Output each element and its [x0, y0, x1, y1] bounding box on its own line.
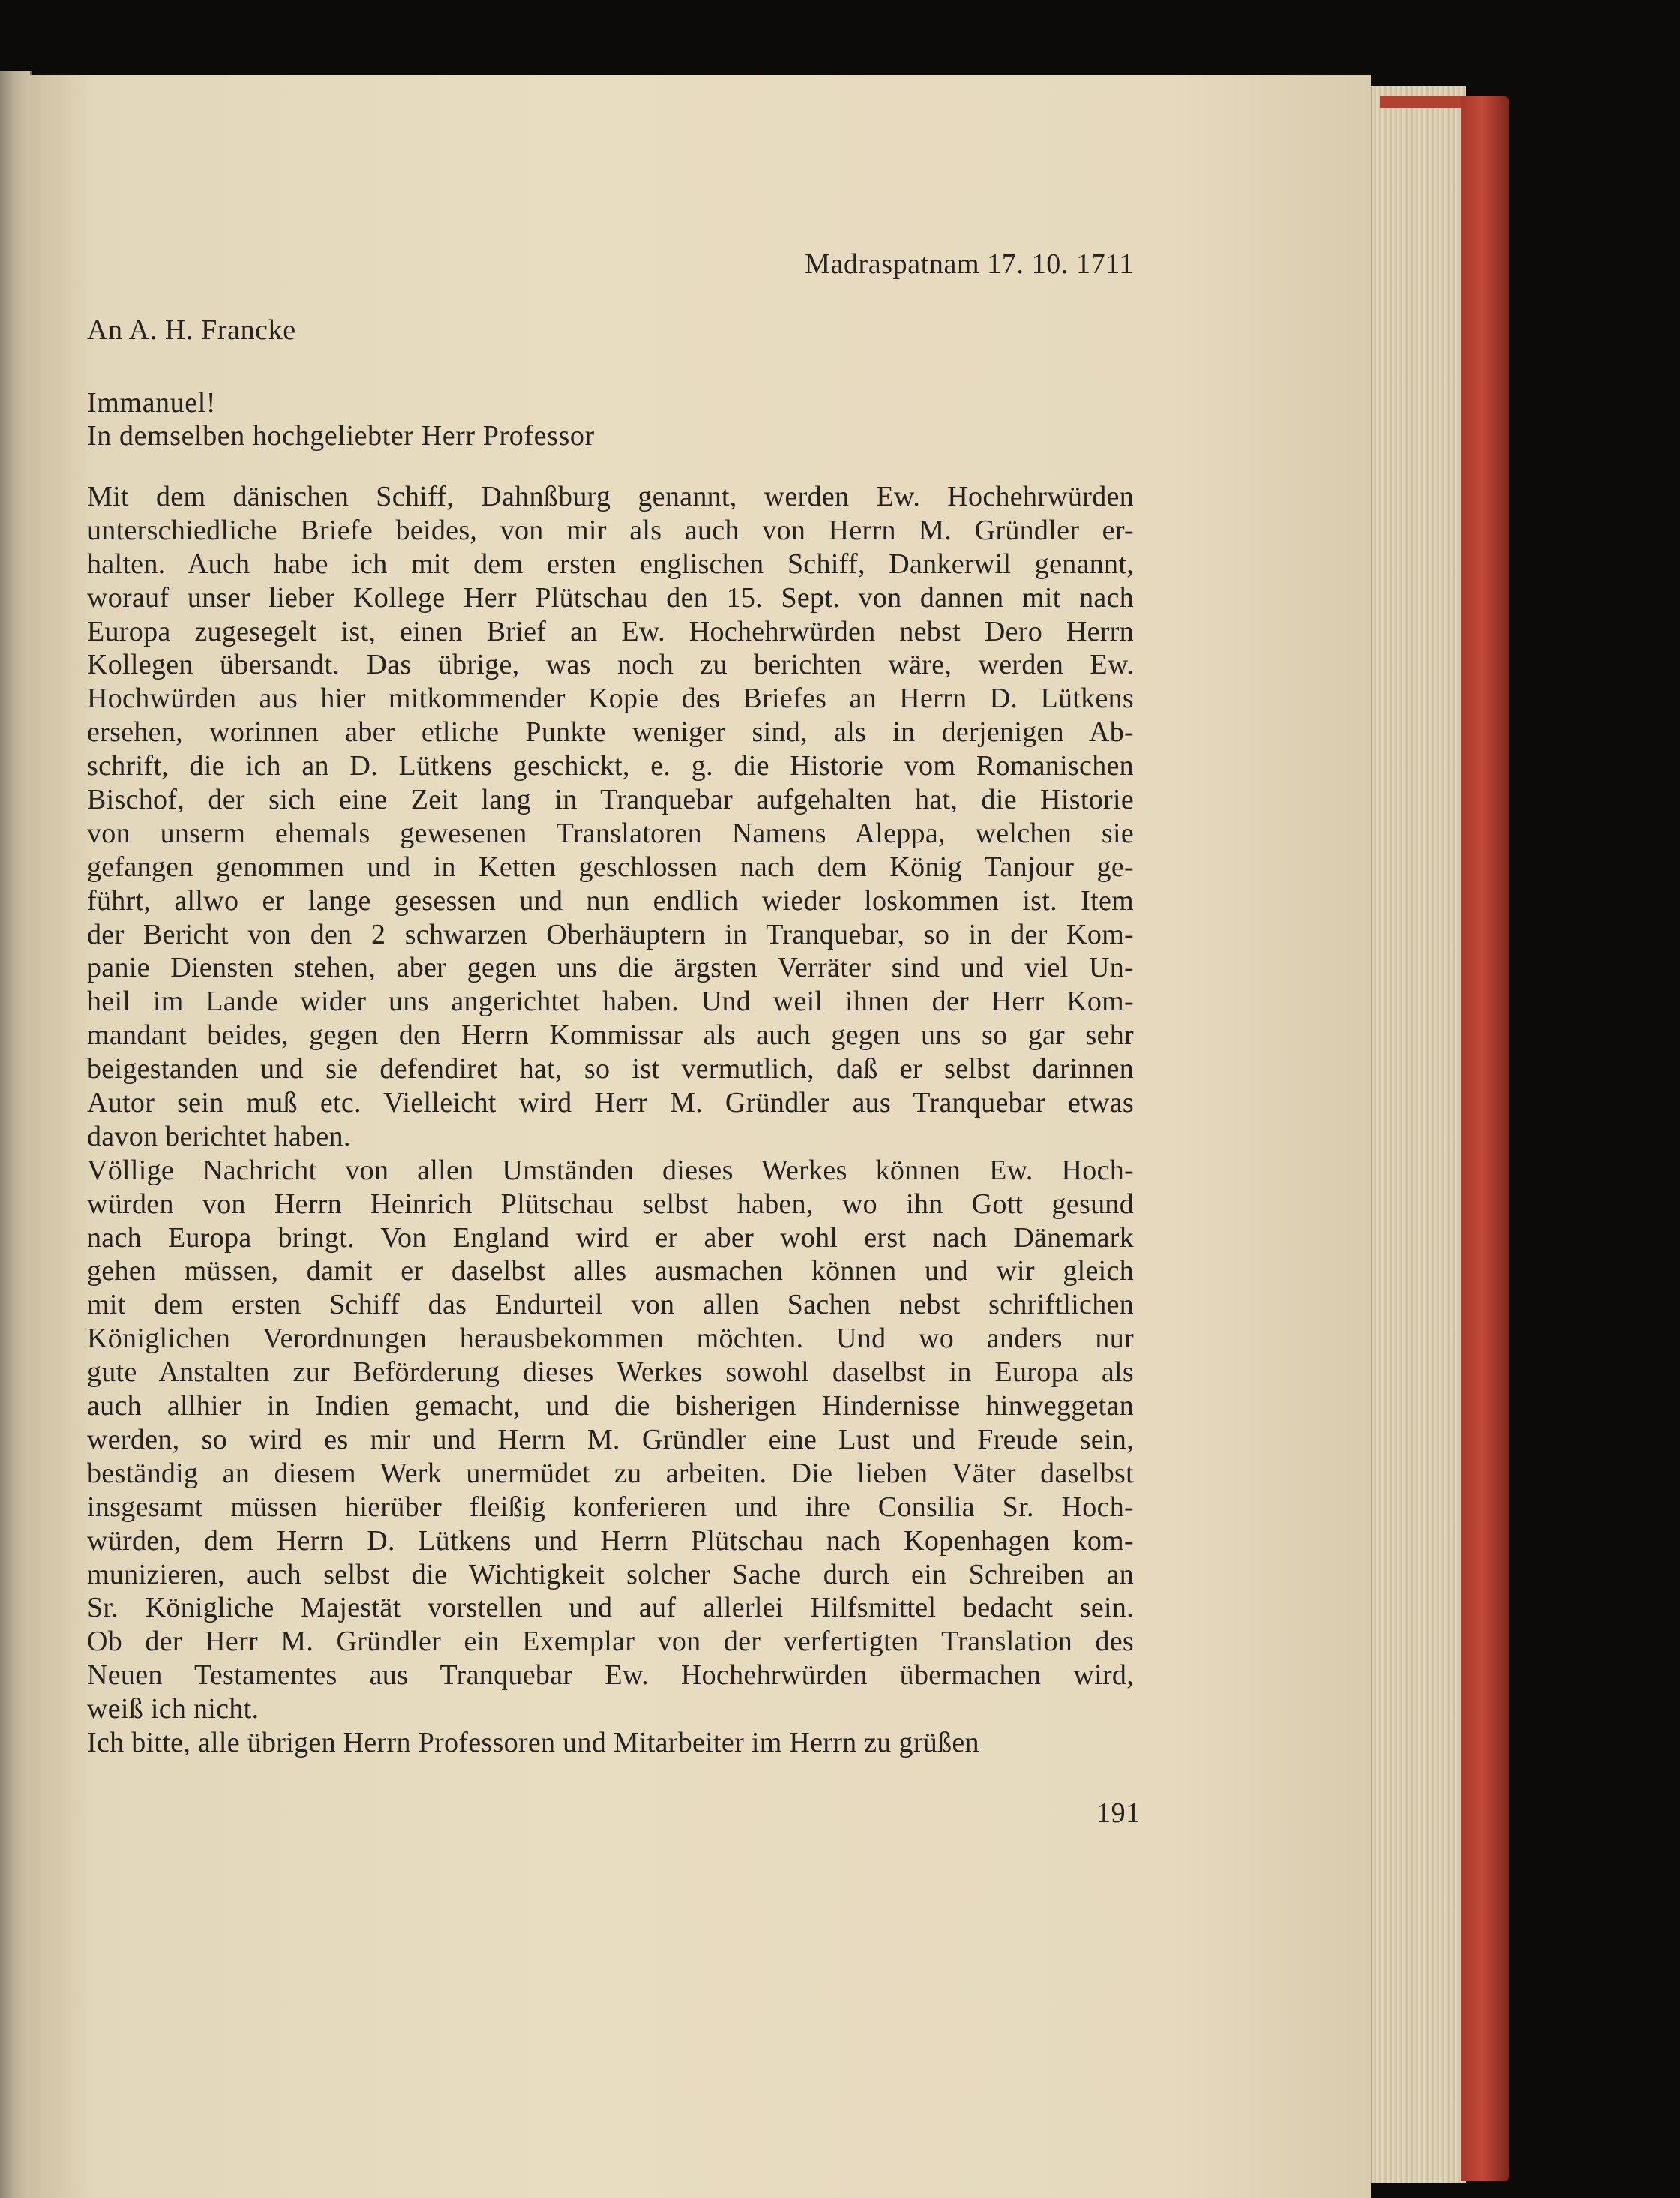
body-line: ersehen, worinnen aber etliche Punkte weniger sind, als in derjenigen Ab-: [87, 716, 1134, 749]
body-line: von unserm ehemals gewesenen Translatoren Namens Aleppa, welchen sie: [87, 817, 1134, 849]
body-line: Neuen Testamentes aus Tranquebar Ew. Hochehrwürden übermachen wird,: [87, 1659, 1134, 1692]
body-line: Bischof, der sich eine Zeit lang in Tranquebar aufgehalten hat, die Historie: [87, 784, 1134, 816]
body-line: Sr. Königliche Majestät vorstellen und auf allerlei Hilfsmittel bedacht sein.: [87, 1592, 1134, 1624]
body-line: Königlichen Verordnungen herausbekommen möchten. Und wo anders nur: [87, 1323, 1134, 1355]
body-line: insgesamt müssen hierüber fleißig konferieren und ihre Consilia Sr. Hoch-: [87, 1491, 1134, 1523]
body-line: nach Europa bringt. Von England wird er aber wohl erst nach Dänemark: [87, 1221, 1134, 1254]
body-line: auch allhier in Indien gemacht, und die bisherigen Hindernisse hinweggetan: [87, 1390, 1134, 1422]
body-line: schrift, die ich an D. Lütkens geschickt, e. g. die Historie vom Romanischen: [87, 750, 1134, 782]
body-line: mandant beides, gegen den Herrn Kommissar als auch gegen uns so gar sehr: [87, 1019, 1134, 1052]
body-line: weiß ich nicht.: [87, 1693, 260, 1725]
body-line: Mit dem dänischen Schiff, Dahnßburg genannt, werden Ew. Hochehrwürden: [87, 481, 1134, 512]
body-line: davon berichtet haben.: [87, 1120, 351, 1152]
body-line: werden, so wird es mir und Herrn M. Gründler eine Lust und Freude sein,: [87, 1423, 1134, 1455]
body-line: unterschiedliche Briefe beides, von mir als auch von Herrn M. Gründler er-: [87, 514, 1134, 546]
body-line: der Bericht von den 2 schwarzen Oberhäuptern in Tranquebar, so in der Kom-: [87, 918, 1134, 950]
previous-page-edge: [0, 71, 32, 2198]
body-line: Ob der Herr M. Gründler ein Exemplar von der verfertigten Translation des: [87, 1626, 1134, 1658]
body-line: führt, allwo er lange gesessen und nun endlich wieder loskommen ist. Item: [87, 884, 1134, 917]
letter-body: [87, 480, 1134, 1760]
body-line: würden, dem Herrn D. Lütkens und Herrn Plütschau nach Kopenhagen kom-: [87, 1524, 1134, 1557]
page-block-edges: [1371, 86, 1466, 2183]
salutation-line: In demselben hochgeliebter Herr Professor: [87, 420, 595, 452]
body-line: beständig an diesem Werk unermüdet zu arbeiten. Die lieben Väter daselbst: [87, 1457, 1134, 1489]
body-line: heil im Lande wider uns angerichtet haben. Und weil ihnen der Herr Kom-: [87, 986, 1134, 1018]
body-line: Europa zugesegelt ist, einen Brief an Ew. Hochehrwürden nebst Dero Herrn: [87, 615, 1134, 647]
body-line: panie Diensten stehen, aber gegen uns die ärgsten Verräter sind und viel Un-: [87, 952, 1134, 984]
body-line: halten. Auch habe ich mit dem ersten englischen Schiff, Dankerwil genannt,: [87, 548, 1134, 580]
body-line: gute Anstalten zur Beförderung dieses Werkes sowohl daselbst in Europa als: [87, 1356, 1134, 1389]
body-line: mit dem ersten Schiff das Endurteil von allen Sachen nebst schriftlichen: [87, 1289, 1134, 1321]
body-line: Ich bitte, alle übrigen Herrn Professoren und Mitarbeiter im Herrn zu grüßen: [87, 1726, 980, 1758]
body-line: Autor sein muß etc. Vielleicht wird Herr M. Gründler aus Tranquebar etwas: [87, 1087, 1134, 1119]
body-line: gefangen genommen und in Ketten geschlossen nach dem König Tanjour ge-: [87, 851, 1134, 883]
body-line: Kollegen übersandt. Das übrige, was noch zu berichten wäre, werden Ew.: [87, 649, 1134, 681]
body-line: gehen müssen, damit er daselbst alles ausmachen können und wir gleich: [87, 1255, 1134, 1287]
body-line: worauf unser lieber Kollege Herr Plütschau den 15. Sept. von dannen mit nach: [87, 581, 1134, 614]
body-line: Völlige Nachricht von allen Umständen dieses Werkes können Ew. Hoch-: [87, 1154, 1134, 1186]
salutation-line: Immanuel!: [87, 387, 217, 419]
letter-recipient: An A. H. Francke: [87, 314, 296, 346]
body-line: Hochwürden aus hier mitkommender Kopie des Briefes an Herrn D. Lütkens: [87, 683, 1134, 715]
body-line: würden von Herrn Heinrich Plütschau selbst haben, wo ihn Gott gesund: [87, 1188, 1134, 1220]
book-cover-spine: [1461, 96, 1509, 2181]
body-line: munizieren, auch selbst die Wichtigkeit solcher Sache durch ein Schreiben an: [87, 1558, 1134, 1590]
body-line: beigestanden und sie defendiret hat, so ist vermutlich, daß er selbst darinnen: [87, 1053, 1134, 1085]
letter-dateline: Madraspatnam 17. 10. 1711: [805, 248, 1134, 280]
letter-salutation: [87, 386, 595, 452]
page-number: 191: [1096, 1797, 1141, 1829]
